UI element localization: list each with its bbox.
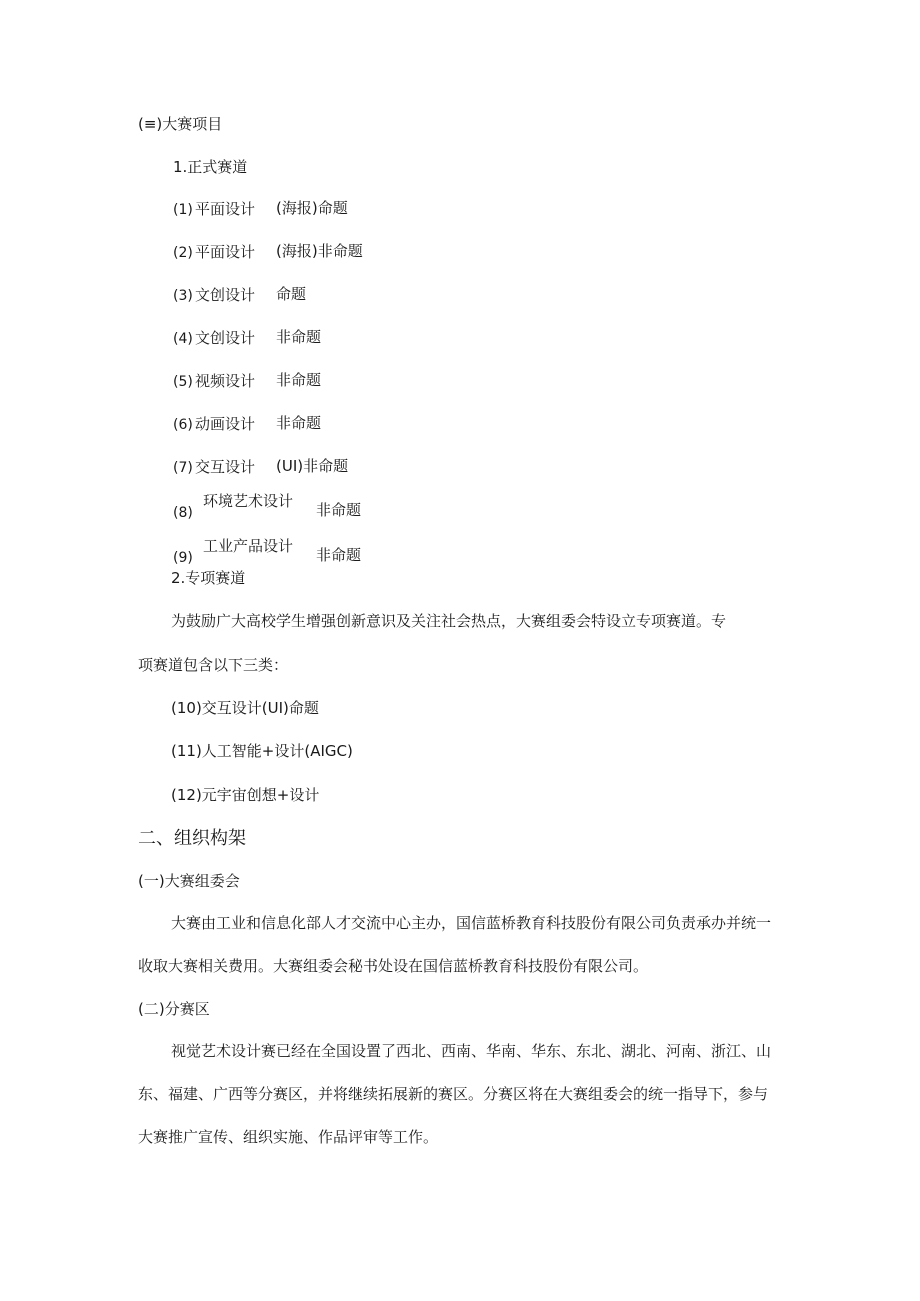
list-item: (12)元宇宙创想+设计: [171, 786, 320, 804]
item-name: 交互设计: [195, 458, 256, 476]
item-name: 环境艺术设计: [203, 492, 294, 510]
item-number: (5): [173, 374, 193, 390]
paragraph-line: 收取大赛相关费用。大赛组委会秘书处设在国信蓝桥教育科技股份有限公司。: [138, 957, 649, 975]
track2-heading: 2.专项赛道: [171, 569, 246, 587]
paragraph-line: 大赛推广宣传、组织实施、作品评审等工作。: [138, 1128, 439, 1146]
track1-heading: 1.正式赛道: [173, 158, 248, 176]
item-type: 非命题: [276, 371, 322, 389]
item-number: (8): [173, 505, 193, 521]
item-type: 非命题: [276, 414, 322, 432]
track2-intro-line: 项赛道包含以下三类：: [138, 656, 289, 674]
item-name: 平面设计: [195, 243, 256, 261]
item-name: 工业产品设计: [203, 537, 294, 555]
item-number: (7): [173, 460, 193, 476]
item-type: 非命题: [316, 546, 362, 564]
paragraph-line: 东、福建、广西等分赛区，并将继续拓展新的赛区。分赛区将在大赛组委会的统一指导下，参与: [138, 1085, 769, 1103]
list-item: (10)交互设计(UI)命题: [171, 699, 319, 717]
item-number: (3): [173, 288, 193, 304]
list-item: [150, 530, 450, 566]
item-name: 平面设计: [195, 200, 256, 218]
item-type: 非命题: [276, 328, 322, 346]
item-name: 视频设计: [195, 372, 256, 390]
item-number: (1): [173, 202, 193, 218]
item-name: 动画设计: [195, 415, 256, 433]
item-name: 文创设计: [195, 329, 256, 347]
item-number: (9): [173, 550, 193, 566]
item-type: 命题: [276, 285, 307, 303]
item-number: (6): [173, 417, 193, 433]
item-number: (2): [173, 245, 193, 261]
section-heading-competition-items: (≡)大赛项目: [138, 115, 223, 133]
subsection-heading-committee: (一)大赛组委会: [138, 872, 240, 890]
track2-intro-line: 为鼓励广大高校学生增强创新意识及关注社会热点，大赛组委会特设立专项赛道。专: [171, 612, 727, 630]
paragraph-line: 大赛由工业和信息化部人才交流中心主办，国信蓝桥教育科技股份有限公司负责承办并统一: [171, 914, 772, 932]
list-item: (11)人工智能+设计(AIGC): [171, 742, 353, 760]
item-number: (4): [173, 331, 193, 347]
item-name: 文创设计: [195, 286, 256, 304]
item-type: (海报)非命题: [276, 242, 363, 260]
item-type: (UI)非命题: [276, 457, 349, 475]
subsection-heading-divisions: (二)分赛区: [138, 1000, 210, 1018]
paragraph-line: 视觉艺术设计赛已经在全国设置了西北、西南、华南、华东、东北、湖北、河南、浙江、山: [171, 1042, 772, 1060]
item-type: 非命题: [316, 501, 362, 519]
item-type: (海报)命题: [276, 199, 348, 217]
chapter-heading-organization: 二、组织构架: [138, 828, 246, 849]
